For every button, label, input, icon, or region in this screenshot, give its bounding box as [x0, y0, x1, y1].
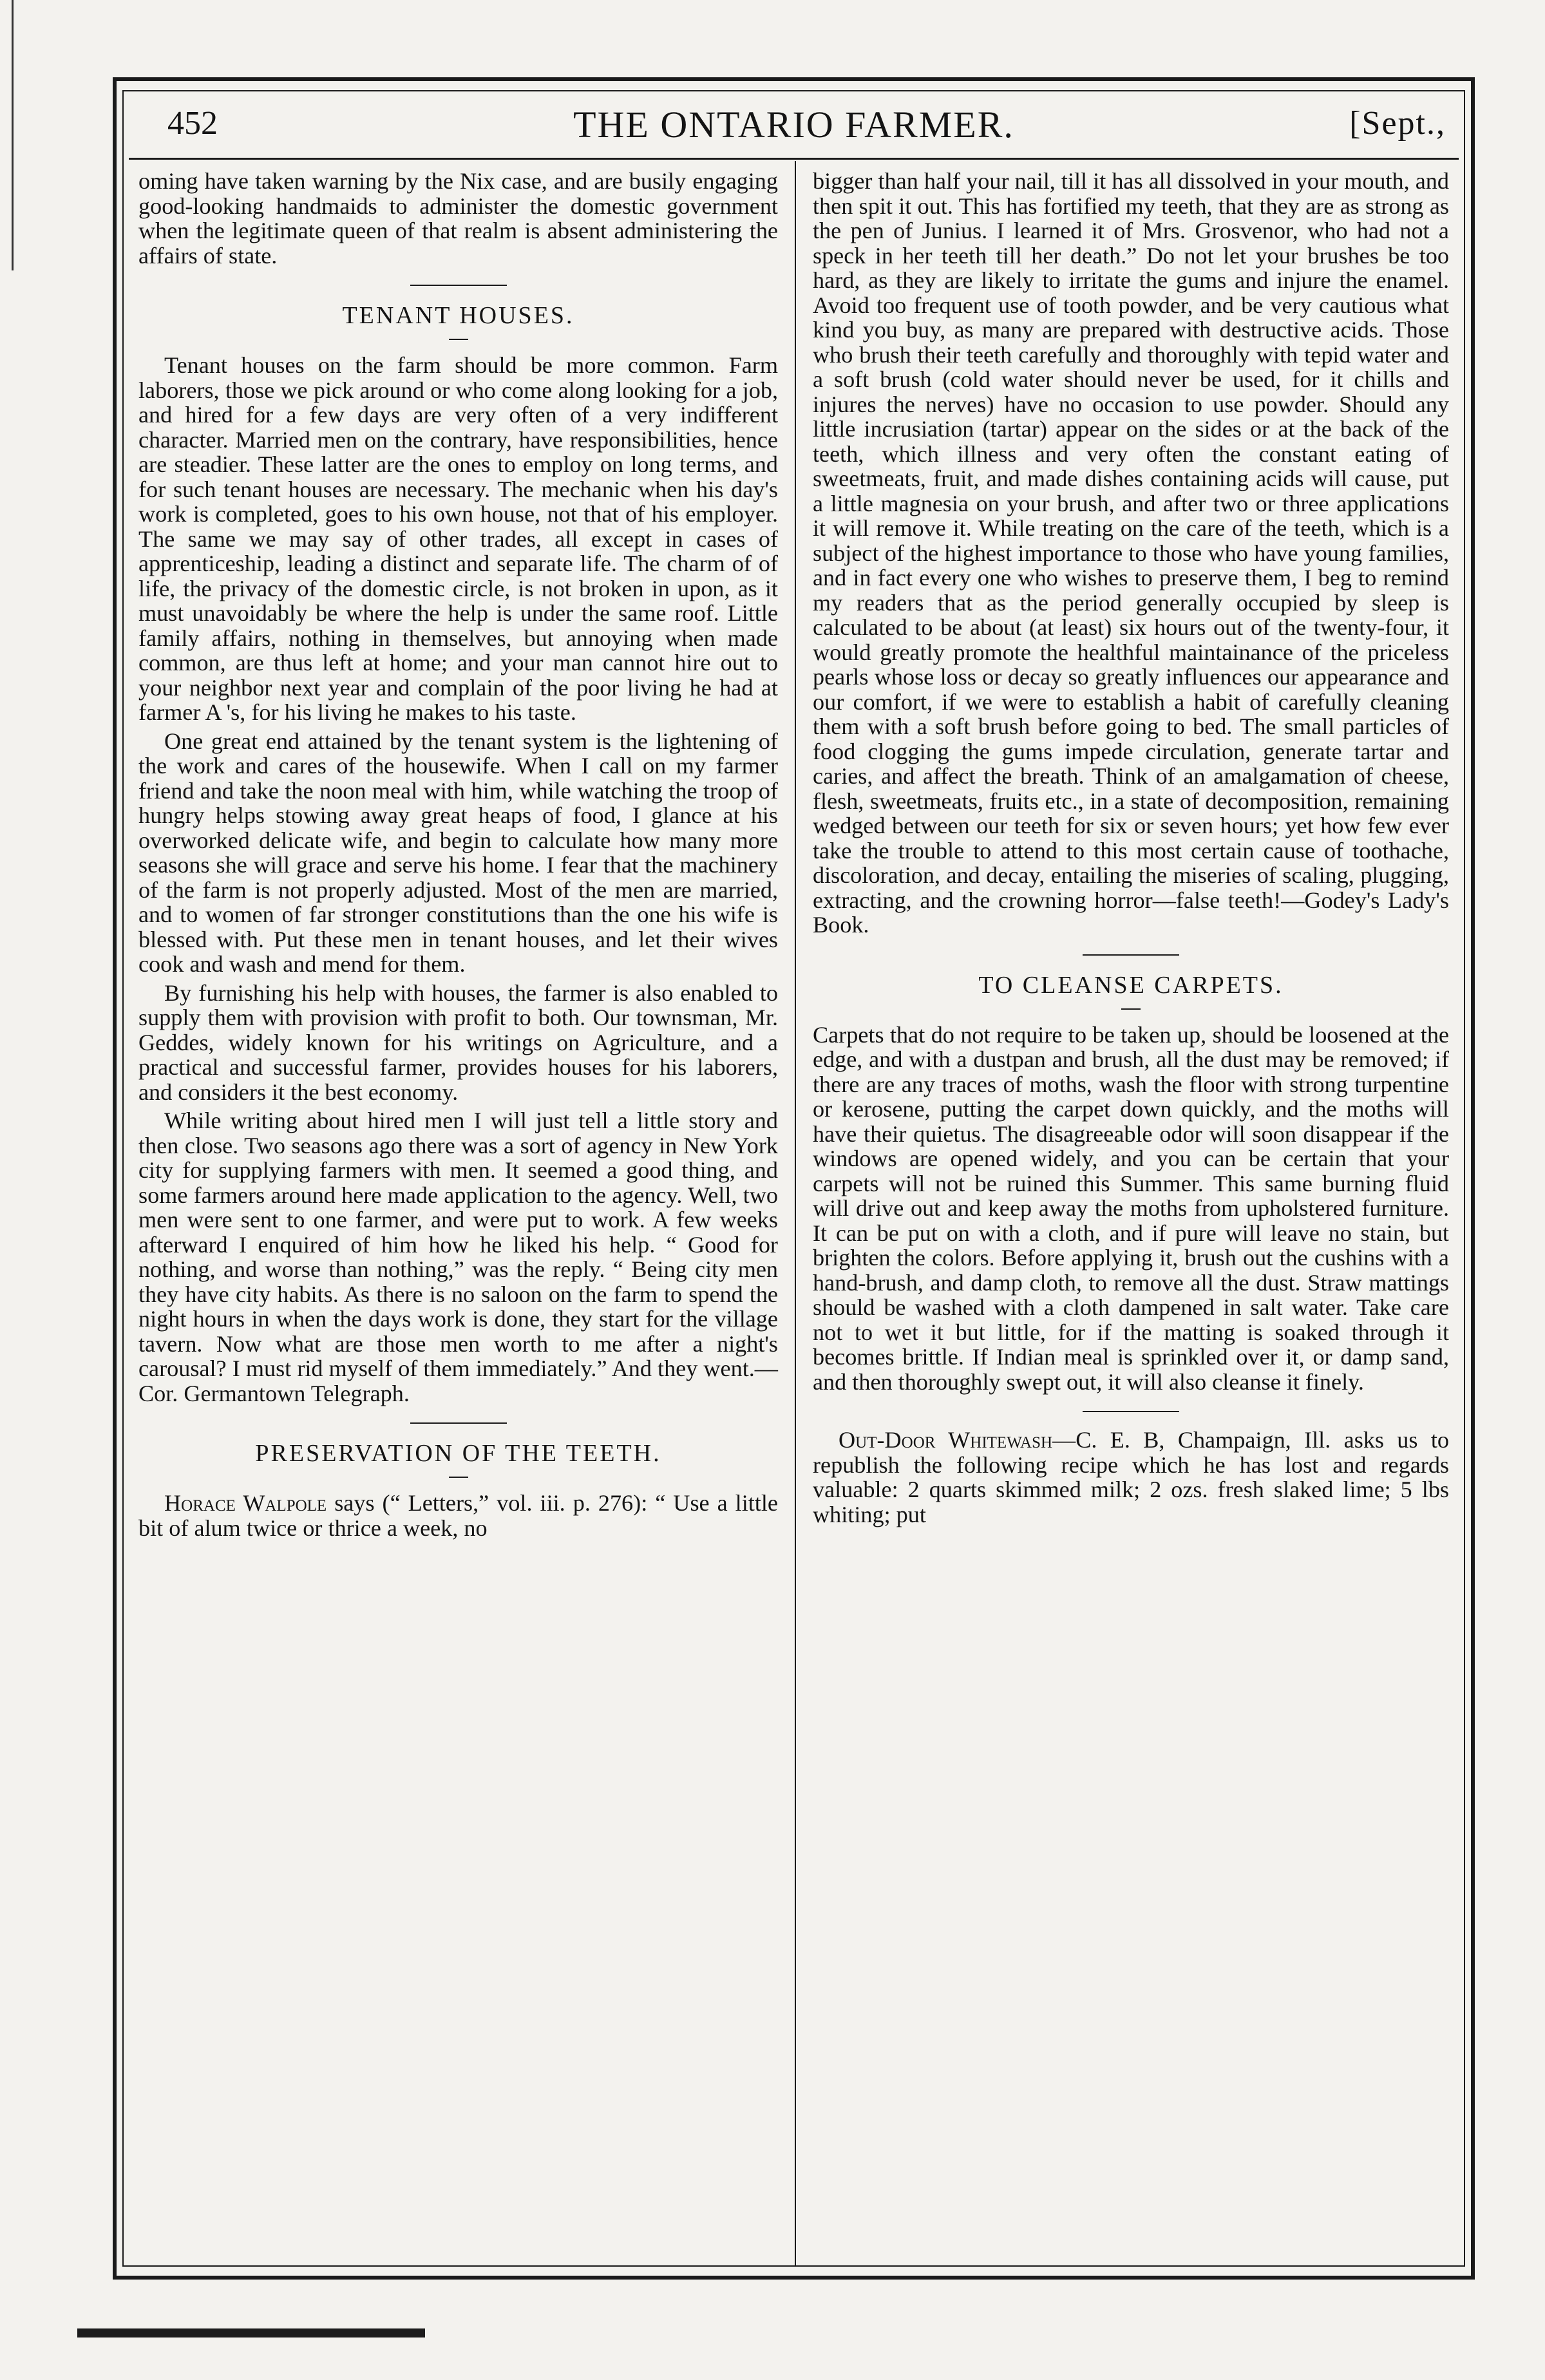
section-separator	[410, 1422, 507, 1424]
carpets-title: TO CLEANSE CARPETS.	[978, 971, 1284, 999]
tenant-paragraph-2: One great end attained by the tenant system is the lightening of the work and cares of the housewife. When I call on my farmer friend and take the noon meal with him, while watching the troop of hungry helps stowing away great heaps of food, I glance at his overworked delicate wife, and begin to calculate how many more seasons she will grace and serve his home. I fear that the machinery of the farm is not properly adjusted. Most of the men are married, and to women of far stronger constitutions than the one his wife is blessed with. Put these men in tenant houses, and let their wives cook and wash and mend for them.	[138, 728, 778, 977]
tenant-houses-title: TENANT HOUSES.	[342, 302, 574, 329]
whitewash-paragraph	[813, 1428, 1449, 1527]
title-dash	[449, 339, 468, 340]
column-divider	[795, 161, 796, 2267]
whitewash-lead: Out-Door Whitewash	[839, 1427, 1053, 1453]
left-column	[132, 169, 786, 2249]
scan-edge-bar	[77, 2328, 425, 2338]
teeth-paragraph-1	[138, 1491, 778, 1540]
right-column	[805, 169, 1455, 2249]
teeth-lead-name: Horace Walpole	[164, 1490, 327, 1516]
title-dash	[449, 1477, 468, 1478]
section-separator	[1083, 1411, 1179, 1412]
title-dash	[1121, 1008, 1141, 1010]
masthead-title: THE ONTARIO FARMER.	[573, 104, 1014, 146]
intro-paragraph: oming have taken warning by the Nix case, and are busily engaging good-looking handmaids to administer the domestic government when the legitimate queen of that realm is absent administering the affairs of state.	[138, 169, 778, 269]
issue-month: [Sept.,	[1349, 105, 1446, 142]
whitewash-paragraph-text: —C. E. B, Champaign, Ill. asks us to republish the following recipe which he has lost and regards valuable: 2 quarts skimmed milk; 2 ozs. fresh slaked lime; 5 lbs whiting; put	[813, 1427, 1449, 1527]
teeth-title: PRESERVATION OF THE TEETH.	[255, 1440, 661, 1467]
tenant-paragraph-3: By furnishing his help with houses, the farmer is also enabled to supply them with provision with profit to both. Our townsman, Mr. Geddes, widely known for his writings on Agriculture, and a practical and successful farmer, provides houses for his laborers, and considers it the best economy.	[138, 979, 778, 1105]
tenant-paragraph-1: Tenant houses on the farm should be more common. Farm laborers, those we pick around or who come along looking for a job, and hired for a few days are very often of a very indifferent character. Married men on the contrary, have responsibilities, hence are steadier. These latter are the ones to employ on long terms, and for such tenant houses are necessary. The mechanic when his day's work is completed, goes to his own house, not that of his employer. The same we may say of other trades, all except in cases of apprenticeship, leading a distinct and separate life. The charm of of life, the privacy of the domestic circle, is not broken in upon, as it must unavoidably be where the help is under the same roof. Little family affairs, nothing in themselves, but annoying when made common, are thus left at home; and your man cannot hire out to your neighbor next year and complain of the poor living he had at farmer A 's, for his living he makes to his taste.	[138, 352, 778, 725]
section-separator	[1083, 954, 1179, 956]
carpets-paragraph-1: Carpets that do not require to be taken up, should be loosened at the edge, and with a dustpan and brush, all the dust may be removed; if there are any traces of moths, wash the floor with strong turpentine or kerosene, putting the carpet down quickly, and the moths will have their quietus. The disagreeable odor will soon disappear if the windows are opened widely, and you can be certain that your carpets will not be ruined this Summer. This same burning fluid will drive out and keep away the moths from upholstered furniture. It can be put on with a cloth, and if pure will leave no stain, but brighten the colors. Before applying it, brush out the cushins with a hand-brush, and damp cloth, to remove all the dust. Straw mattings should be washed with a cloth dampened in salt water. Take care not to wet it but little, for if the matting is soaked through it becomes brittle. If Indian meal is sprinkled over it, or damp sand, and then thoroughly swept out, it will also cleanse it finely.	[813, 1021, 1449, 1395]
section-separator	[410, 285, 507, 286]
teeth-paragraph-1-text: says (“ Letters,” vol. iii. p. 276): “ Use a little bit of alum twice or thrice a week, no	[138, 1490, 778, 1541]
page-edge	[0, 0, 14, 270]
page-number: 452	[167, 105, 218, 142]
teeth-paragraph-continued: bigger than half your nail, till it has all dissolved in your mouth, and then spit it out. This has fortified my teeth, that they are as strong as the pen of Junius. I learned it of Mrs. Grosvenor, who had not a speck in her teeth till her death.” Do not let your brushes be too hard, as they are likely to irritate the gums and injure the enamel. Avoid too frequent use of tooth powder, and be very cautious what kind you buy, as many are prepared with destructive acids. Those who brush their teeth carefully and thoroughly with tepid water and a soft brush (cold water should never be used, for it chills and injures the nerves) have no occasion to use powder. Should any little incrusiation (tartar) appear on the sides or at the back of the teeth, which illness and very often the constant eating of sweetmeats, fruit, and made dishes containing acids will cause, put a little magnesia on your brush, and after two or three applications it will remove it. While treating on the care of the teeth, which is a subject of the highest importance to those who have young families, and in fact every one who wishes to preserve them, I beg to remind my readers that as the period generally occupied by sleep is calculated to be about (at least) six hours out of the twenty-four, it would greatly promote the healthful maintainance of the priceless pearls whose loss or decay so greatly influences our appearance and our comfort, if we were to establish a habit of carefully cleaning them with a soft brush before going to bed. The small particles of food clogging the gums impede circulation, generate tartar and caries, and affect the breath. Think of an amalgamation of cheese, flesh, sweetmeats, fruits etc., in a state of decomposition, remaining wedged between our teeth for six or seven hours; yet how few ever take the trouble to attend to this most certain cause of toothache, discoloration, and decay, entailing the miseries of scaling, plugging, extracting, and the crowning horror—false teeth!—Godey's Lady's Book.	[813, 169, 1449, 938]
page-header	[129, 97, 1459, 160]
tenant-paragraph-4: While writing about hired men I will just tell a little story and then close. Two seasons ago there was a sort of agency in New York city for supplying farmers with men. It seemed a good thing, and some farmers around here made application to the agency. Well, two men were sent to one farmer, and were put to work. A few weeks afterward I enquired of him how he liked his help. “ Good for nothing, and worse than nothing,” was the reply. “ Being city men they have city habits. As there is no saloon on the farm to spend the night hours in when the days work is done, they start for the village tavern. Now what are those men worth to me after a night's carousal? I must rid myself of them immediately.” And they went.—Cor. Germantown Telegraph.	[138, 1108, 778, 1406]
